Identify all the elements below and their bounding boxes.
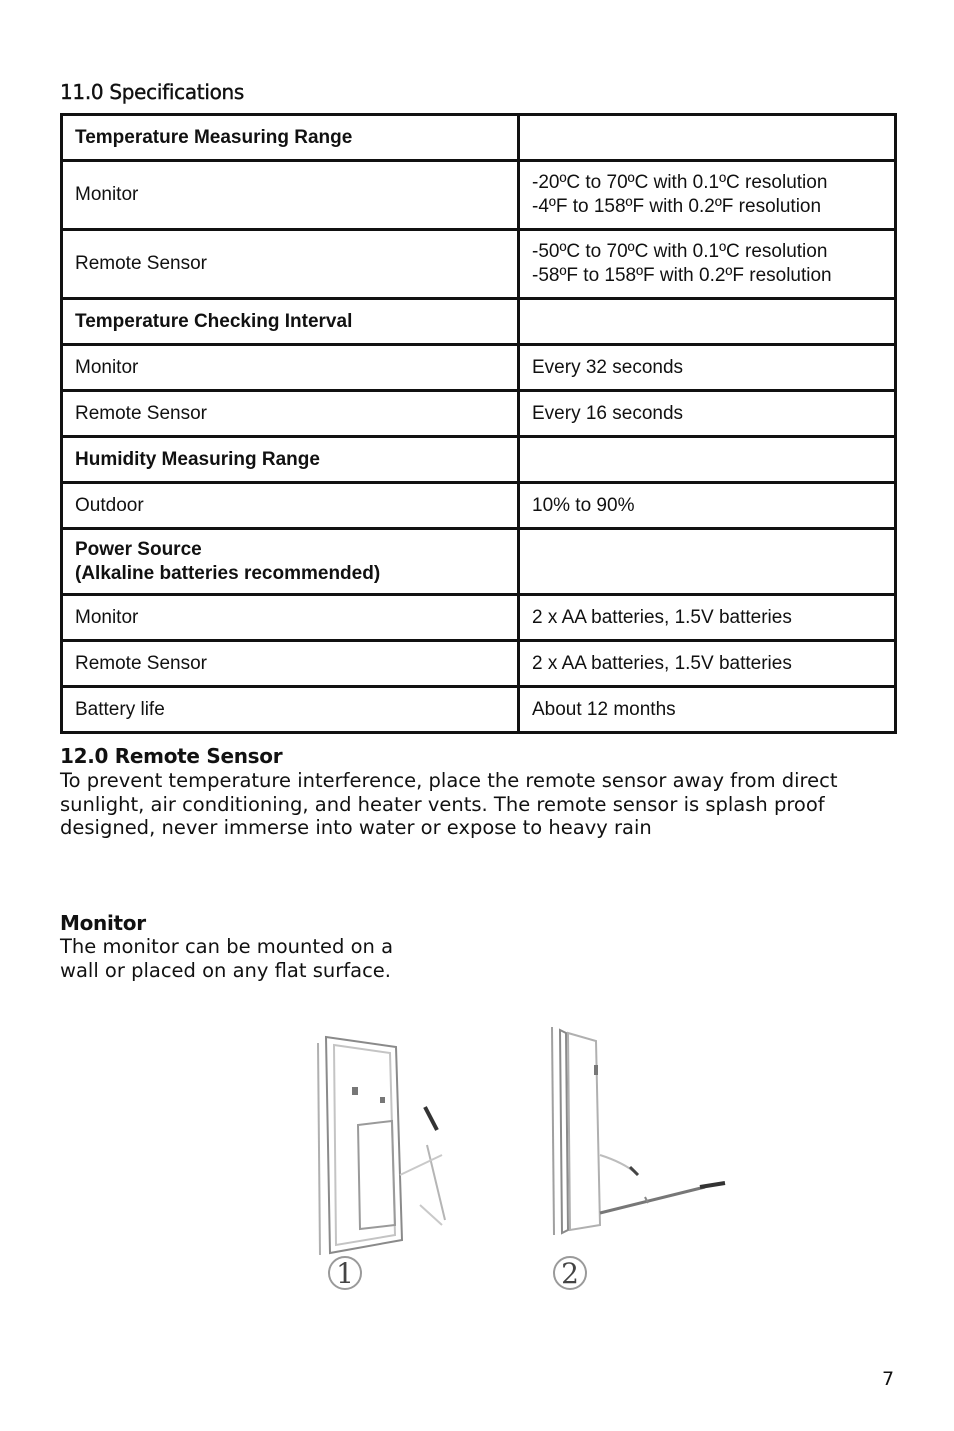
spec-value — [519, 437, 896, 483]
spec-label: Remote Sensor — [62, 641, 519, 687]
specifications-heading: 11.0 Specifications — [60, 80, 245, 104]
page-number: 7 — [882, 1368, 895, 1390]
table-row — [62, 161, 896, 230]
spec-label: Monitor — [62, 345, 519, 391]
spec-value: 10% to 90% — [519, 483, 896, 529]
spec-label: Temperature Checking Interval — [62, 299, 519, 345]
spec-label: Humidity Measuring Range — [62, 437, 519, 483]
table-row — [62, 687, 896, 733]
remote-sensor-heading: 12.0 Remote Sensor — [60, 744, 283, 768]
spec-value — [519, 299, 896, 345]
spec-label: Remote Sensor — [62, 391, 519, 437]
spec-label: Remote Sensor — [62, 230, 519, 299]
table-stand-drawing — [552, 1027, 725, 1235]
monitor-paragraph: The monitor can be mounted on a wall or placed on any flat surface. — [60, 935, 394, 982]
spec-value — [519, 529, 896, 595]
table-row — [62, 230, 896, 299]
table-row — [62, 115, 896, 161]
table-row — [62, 437, 896, 483]
spec-label: Battery life — [62, 687, 519, 733]
spec-label: Power Source (Alkaline batteries recommended) — [62, 529, 519, 595]
table-row — [62, 641, 896, 687]
spec-value: Every 32 seconds — [519, 345, 896, 391]
figure-1-label: 1 — [336, 1257, 354, 1290]
spec-value: About 12 months — [519, 687, 896, 733]
table-row — [62, 483, 896, 529]
figure-1-marker — [329, 1257, 361, 1290]
wall-mount-drawing — [318, 1037, 445, 1255]
table-row — [62, 529, 896, 595]
figure-2-label: 2 — [561, 1257, 579, 1290]
monitor-heading: Monitor — [60, 911, 146, 935]
remote-sensor-paragraph: To prevent temperature interference, place the remote sensor away from direct sunlight, air conditioning, and heater vents. The remote sensor is splash proof designed, never immerse into water or expose to heavy rain — [60, 769, 838, 839]
table-row — [62, 391, 896, 437]
table-row — [62, 299, 896, 345]
spec-value: Every 16 seconds — [519, 391, 896, 437]
mounting-illustration — [300, 1015, 760, 1315]
spec-value — [519, 115, 896, 161]
specifications-table — [60, 113, 897, 734]
spec-label: Monitor — [62, 595, 519, 641]
table-row — [62, 345, 896, 391]
spec-label: Temperature Measuring Range — [62, 115, 519, 161]
spec-value: 2 x AA batteries, 1.5V batteries — [519, 641, 896, 687]
spec-value: 2 x AA batteries, 1.5V batteries — [519, 595, 896, 641]
figure-2-marker — [554, 1257, 586, 1290]
table-row — [62, 595, 896, 641]
spec-label: Monitor — [62, 161, 519, 230]
spec-value: -20ºC to 70ºC with 0.1ºC resolution -4ºF to 158ºF with 0.2ºF resolution — [519, 161, 896, 230]
spec-label: Outdoor — [62, 483, 519, 529]
spec-value: -50ºC to 70ºC with 0.1ºC resolution -58ºF to 158ºF with 0.2ºF resolution — [519, 230, 896, 299]
